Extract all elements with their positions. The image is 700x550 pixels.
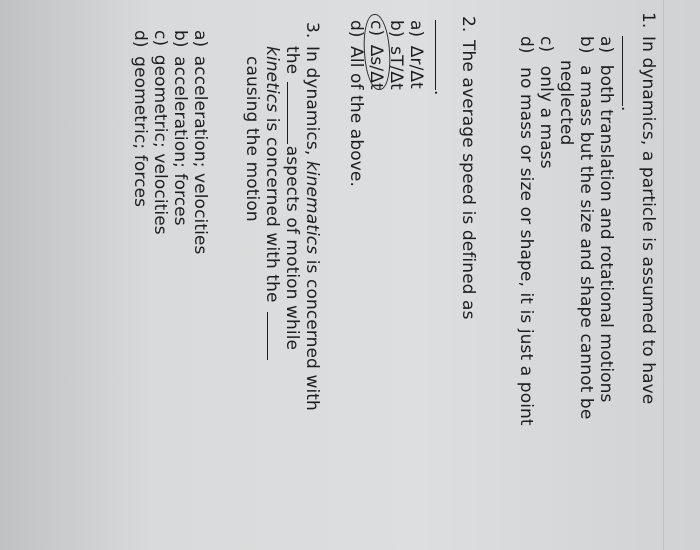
q3-option-b bbox=[170, 30, 190, 226]
option-letter: b) bbox=[576, 36, 596, 54]
option-letter: b) bbox=[386, 20, 406, 38]
question-3-stem-line-4: causing the motion bbox=[242, 56, 262, 222]
option-text: a mass but the size and shape cannot be bbox=[576, 65, 596, 420]
option-letter: d) bbox=[130, 30, 150, 48]
q1-option-b bbox=[576, 36, 596, 419]
option-letter: c) bbox=[536, 36, 556, 53]
q3-option-c bbox=[150, 30, 170, 235]
q1-option-d bbox=[516, 36, 536, 426]
question-3-number: 3. bbox=[302, 22, 322, 39]
answer-blank bbox=[435, 20, 450, 90]
stem-text: aspects of motion while bbox=[282, 145, 302, 351]
q2-option-a bbox=[406, 20, 426, 89]
q3-option-d bbox=[130, 30, 150, 207]
question-3-stem-line-2 bbox=[282, 46, 302, 350]
q1-option-a bbox=[596, 36, 616, 403]
option-text: Δs/Δt bbox=[366, 44, 386, 90]
option-letter: c) bbox=[150, 30, 170, 47]
option-letter: c) bbox=[366, 20, 386, 37]
answer-blank bbox=[287, 82, 302, 144]
stem-italic-term: kinetics bbox=[262, 46, 282, 113]
option-text: both translation and rotational motions bbox=[596, 64, 616, 403]
option-text: sT/Δt bbox=[386, 46, 406, 90]
option-text: only a mass bbox=[536, 65, 556, 169]
stem-text: In dynamics, bbox=[302, 46, 322, 161]
option-text: acceleration; forces bbox=[170, 56, 190, 226]
stem-italic-term: kinematics bbox=[302, 160, 322, 255]
option-text: geometric; forces bbox=[130, 56, 150, 208]
option-letter: a) bbox=[596, 36, 616, 54]
question-2-stem: The average speed is defined as bbox=[458, 40, 478, 320]
q1-option-c bbox=[536, 36, 556, 169]
q1-option-b-continued: neglected bbox=[556, 60, 576, 146]
option-text: Δr/Δt bbox=[406, 45, 426, 89]
option-text: no mass or size or shape, it is just a point bbox=[516, 67, 536, 426]
question-2-number: 2. bbox=[458, 16, 478, 33]
option-text: geometric; velocities bbox=[150, 54, 170, 235]
stem-text: is concerned with the bbox=[262, 112, 282, 303]
option-text: acceleration; velocities bbox=[190, 55, 210, 255]
answer-blank bbox=[622, 36, 637, 106]
q2-option-d bbox=[346, 20, 366, 187]
question-1-blank-period: . bbox=[617, 106, 637, 112]
option-letter: b) bbox=[170, 30, 190, 48]
option-text: All of the above. bbox=[346, 46, 366, 187]
stem-text: is concerned with bbox=[302, 254, 322, 411]
question-3-stem-line-1 bbox=[302, 46, 322, 411]
question-2-blank bbox=[430, 20, 450, 95]
question-2-blank-period: . bbox=[430, 90, 450, 96]
question-1-blank bbox=[617, 36, 637, 111]
page-fold-line bbox=[663, 0, 664, 550]
option-letter: a) bbox=[406, 20, 426, 38]
q3-option-a bbox=[190, 30, 210, 254]
stem-text: the bbox=[282, 46, 302, 75]
question-1-number: 1. bbox=[638, 12, 658, 29]
answer-blank bbox=[267, 312, 282, 360]
question-1-stem: In dynamics, a particle is assumed to have bbox=[638, 36, 658, 405]
option-letter: a) bbox=[190, 30, 210, 48]
option-letter: d) bbox=[346, 20, 366, 38]
question-3-stem-line-3 bbox=[262, 46, 282, 360]
option-letter: d) bbox=[516, 36, 536, 54]
